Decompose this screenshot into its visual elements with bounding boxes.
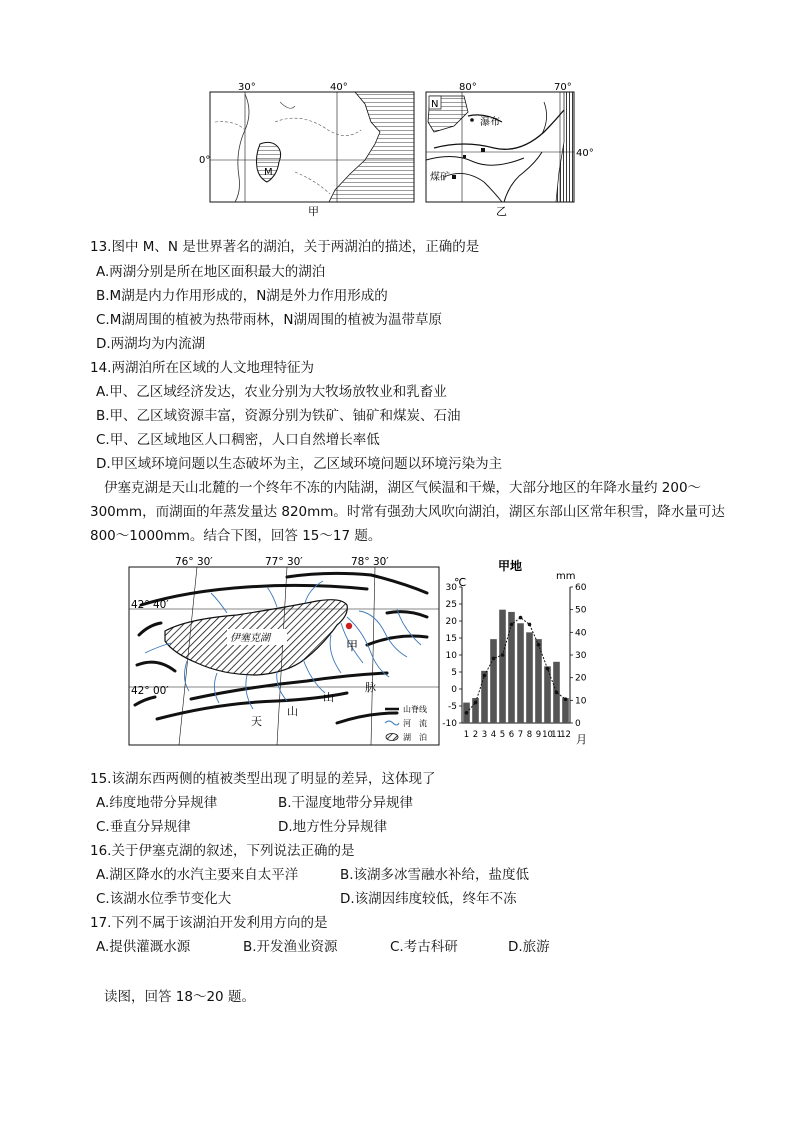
- lake-m-label: M: [264, 167, 273, 178]
- lake-map-lon-1: 76° 30′: [175, 556, 213, 568]
- question-14-option-b: B.甲、乙区域资源丰富，资源分别为铁矿、铀矿和煤炭、石油: [96, 408, 461, 424]
- issyk-kul-map: [127, 553, 441, 747]
- temp-tick-label: 15: [445, 634, 457, 644]
- lake-map-lat-2: 42° 00′: [131, 685, 169, 697]
- question-17-option-c: C.考古科研: [390, 939, 458, 955]
- temperature-point: [528, 623, 532, 627]
- question-15-option-b: B.干湿度地带分异规律: [278, 795, 414, 811]
- chart-month-suffix: 月: [576, 733, 587, 746]
- map-jia-caption: 甲: [308, 205, 319, 218]
- lake-map-lon-2: 77° 30′: [265, 556, 303, 568]
- closing-instruction: 读图，回答 18～20 题。: [104, 989, 255, 1005]
- question-17-option-d: D.旅游: [508, 939, 550, 955]
- lake-map-legend: [385, 704, 427, 742]
- question-16-option-b: B.该湖多冰雪融水补给，盐度低: [340, 867, 530, 883]
- temperature-point: [564, 697, 568, 701]
- month-tick-label: 10: [542, 730, 553, 740]
- temperature-point: [537, 643, 541, 647]
- passage-line-2: 300mm，而湖面的年蒸发量达 820mm。时常有强劲大风吹向湖泊，湖区东部山区常年积雪，降水量可达: [90, 504, 725, 520]
- question-17-stem: 17.下列不属于该湖泊开发利用方向的是: [90, 915, 328, 931]
- question-16-stem: 16.关于伊塞克湖的叙述，下列说法正确的是: [90, 843, 355, 859]
- question-15-stem: 15.该湖东西两侧的植被类型出现了明显的差异，这体现了: [90, 771, 436, 787]
- question-13-option-c: C.M湖周围的植被为热带雨林，N湖周围的植被为温带草原: [96, 312, 442, 328]
- lake-map-lat-1: 42° 40′: [131, 599, 169, 611]
- temperature-point: [492, 657, 496, 661]
- question-13-option-d: D.两湖均为内流湖: [96, 336, 206, 352]
- question-17-option-a: A.提供灌溉水源: [96, 939, 191, 955]
- mountain-char-4: 脉: [365, 681, 376, 694]
- precip-bar: [508, 612, 515, 723]
- temp-tick-label: 25: [445, 600, 457, 610]
- lon-70-label: 70°: [554, 82, 572, 93]
- month-tick-label: 9: [535, 730, 542, 740]
- temperature-point: [555, 691, 559, 695]
- temp-tick-label: 0: [451, 685, 457, 695]
- month-tick-label: 7: [517, 730, 524, 740]
- precip-bar: [562, 698, 569, 723]
- coal-mine-label: 煤矿: [430, 172, 450, 183]
- waterfall-label: 瀑布: [480, 117, 500, 128]
- precip-tick-label: 30: [575, 651, 587, 661]
- mountain-char-3: 山: [323, 691, 334, 704]
- temperature-point: [546, 667, 550, 671]
- question-15-option-a: A.纬度地带分异规律: [96, 795, 218, 811]
- temperature-point: [483, 674, 487, 678]
- question-14-stem: 14.两湖泊所在区域的人文地理特征为: [90, 360, 314, 376]
- chart-left-unit: ℃: [454, 576, 467, 589]
- lake-name-label: 伊塞克湖: [230, 633, 270, 644]
- temp-tick-label: 5: [451, 668, 457, 678]
- question-13-stem: 13.图中 M、N 是世界著名的湖泊，关于两湖泊的描述，正确的是: [90, 239, 480, 255]
- question-13-option-a: A.两湖分别是所在地区面积最大的湖泊: [96, 264, 326, 280]
- lat-0-label: 0°: [199, 155, 211, 166]
- precip-tick-label: 50: [575, 605, 587, 616]
- temp-tick-label: 30: [445, 583, 457, 593]
- precip-bar: [499, 610, 506, 723]
- legend-lake-label: 湖 泊: [403, 733, 427, 742]
- temperature-point: [519, 616, 523, 620]
- question-14-option-a: A.甲、乙区域经济发达，农业分别为大牧场放牧业和乳畜业: [96, 384, 447, 400]
- precip-bar: [481, 671, 488, 723]
- legend-river-label: 河 流: [403, 719, 427, 728]
- month-tick-label: 11: [551, 730, 562, 740]
- temp-tick-label: 10: [445, 651, 457, 661]
- precip-bar: [526, 632, 533, 723]
- month-tick-label: 12: [560, 730, 571, 740]
- temp-tick-label: -5: [448, 702, 457, 712]
- legend-ridge-label: 山脊线: [403, 705, 427, 714]
- precip-bar: [517, 623, 524, 723]
- precip-tick-label: 60: [575, 583, 587, 593]
- map-yi: [424, 82, 599, 220]
- question-16-option-c: C.该湖水位季节变化大: [96, 891, 232, 907]
- question-16-option-a: A.湖区降水的水汽主要来自太平洋: [96, 867, 299, 883]
- point-jia-label: 甲: [346, 639, 359, 653]
- question-15-option-c: C.垂直分异规律: [96, 819, 191, 835]
- question-17-option-b: B.开发渔业资源: [243, 939, 338, 955]
- passage-line-1: 伊塞克湖是天山北麓的一个终年不冻的内陆湖，湖区气候温和干燥，大部分地区的年降水量约 200～: [104, 480, 702, 496]
- temperature-point: [501, 653, 505, 657]
- month-tick-label: 6: [508, 730, 515, 740]
- lon-30-label: 30°: [238, 82, 256, 93]
- temperature-point: [474, 701, 478, 705]
- month-tick-label: 2: [472, 730, 479, 740]
- precip-tick-label: 40: [575, 628, 587, 639]
- question-14-option-d: D.甲区域环境问题以生态破坏为主，乙区域环境问题以环境污染为主: [96, 456, 503, 472]
- chart-right-unit: mm: [556, 571, 576, 582]
- temperature-point: [510, 623, 514, 627]
- lake-n-label: N: [431, 99, 439, 110]
- month-tick-label: 4: [490, 730, 497, 740]
- question-15-option-d: D.地方性分异规律: [278, 819, 388, 835]
- temperature-point: [465, 711, 469, 715]
- question-16-option-d: D.该湖因纬度较低，终年不冻: [340, 891, 517, 907]
- month-tick-label: 1: [463, 730, 470, 740]
- mountain-char-1: 天: [251, 715, 262, 728]
- precip-bar: [490, 639, 497, 723]
- lon-80-label: 80°: [459, 82, 477, 93]
- question-14-option-c: C.甲、乙区域地区人口稠密，人口自然增长率低: [96, 432, 380, 448]
- question-13-option-b: B.M湖是内力作用形成的，N湖是外力作用形成的: [96, 288, 388, 304]
- temp-tick-label: -10: [442, 719, 457, 729]
- mountain-char-2: 山: [287, 705, 298, 718]
- passage-line-3: 800～1000mm。结合下图，回答 15～17 题。: [90, 528, 382, 544]
- precip-tick-label: 20: [575, 673, 587, 684]
- lon-40-label: 40°: [330, 82, 348, 93]
- temp-tick-label: 20: [445, 617, 457, 627]
- climate-chart-jia: [428, 553, 598, 745]
- lake-map-lon-3: 78° 30′: [351, 556, 389, 568]
- lat-40-label: 40°: [576, 148, 594, 159]
- precip-tick-label: 0: [575, 719, 581, 729]
- month-tick-label: 3: [481, 730, 488, 740]
- precip-tick-label: 10: [575, 696, 587, 707]
- map-jia: [199, 82, 419, 220]
- month-tick-label: 5: [499, 730, 506, 740]
- chart-title: 甲地: [498, 559, 523, 573]
- map-yi-caption: 乙: [496, 205, 507, 218]
- month-tick-label: 8: [526, 730, 533, 740]
